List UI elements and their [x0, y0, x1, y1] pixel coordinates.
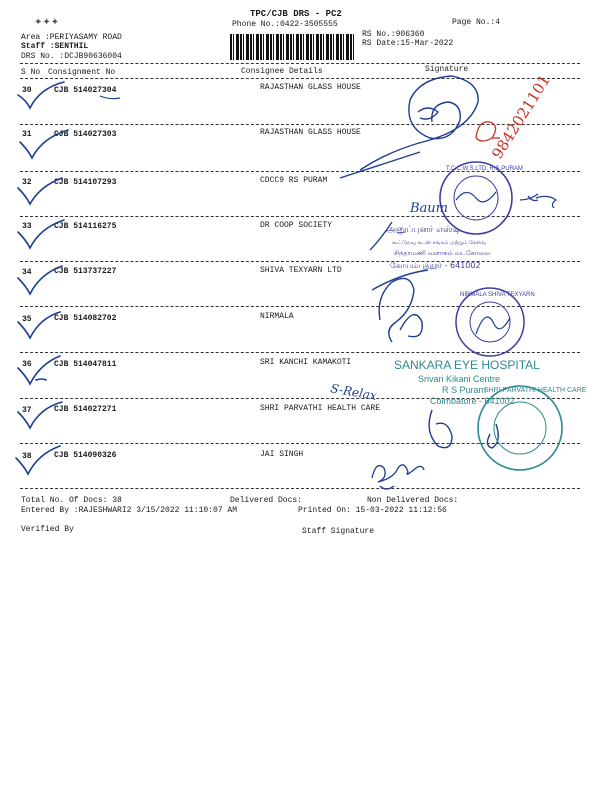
area-label: Area :PERIYASAMY ROAD [21, 33, 122, 42]
coop-round-stamp [440, 162, 512, 234]
row-sno: 30 [22, 86, 32, 95]
row-consignment: CJB 513737227 [54, 267, 117, 276]
row-sno: 35 [22, 315, 32, 324]
sankara-stamp-line-3: R S Puram [442, 385, 487, 395]
non-delivered-docs: Non Delivered Docs: [367, 496, 459, 505]
row-consignment: CJB 514107293 [54, 178, 117, 187]
printed-on: Printed On: 15-03-2022 11:12:56 [298, 506, 447, 515]
row-consignment: CJB 514027304 [54, 86, 117, 95]
row-consignee: DR COOP SOCIETY [260, 221, 333, 230]
entered-by: Entered By :RAJESHWARI2 3/15/2022 11:10:07 AM [21, 506, 238, 515]
row-consignee: NIRMALA [260, 312, 294, 321]
row-sno: 32 [22, 178, 32, 187]
coop-stamp-line-3: சிந்தாமணி வளாகம் வடகோவை [394, 249, 491, 257]
row-consignee: SRI KANCHI KAMAKOTI [260, 358, 352, 367]
sankara-stamp-line-1: SANKARA EYE HOSPITAL [394, 358, 540, 372]
barcode [230, 34, 354, 60]
col-sno: S No [21, 68, 41, 77]
row-divider [20, 171, 580, 172]
nirmala-round-stamp-text: NIRMALA SHIVA TEXYARN [460, 292, 535, 298]
parvathi-round-stamp-text: SHRI PARVATHI HEALTH CARE [484, 387, 587, 394]
row-divider [20, 398, 580, 399]
row-divider [20, 488, 580, 489]
staff-label: Staff :SENTHIL [21, 42, 89, 51]
edge-marks [100, 96, 556, 208]
col-consignee: Consignee Details [241, 67, 323, 76]
row-consignee: RAJASTHAN GLASS HOUSE [260, 83, 361, 92]
header-divider [20, 63, 580, 64]
row-consignment: CJB 514027303 [54, 130, 117, 139]
row-sno: 36 [22, 360, 32, 369]
page-number: Page No.:4 [452, 18, 501, 27]
column-header-divider [20, 78, 580, 79]
tick-marks [16, 82, 68, 474]
row-divider [20, 261, 580, 262]
row-divider [20, 352, 580, 353]
baum-signature-stroke [370, 194, 538, 250]
row-consignment: CJB 514027271 [54, 405, 117, 414]
row-consignee: SHRI PARVATHI HEALTH CARE [260, 404, 381, 413]
row-consignee: CDCC9 RS PURAM [260, 176, 328, 185]
delivered-docs: Delivered Docs: [230, 496, 303, 505]
staff-signature-label: Staff Signature [302, 527, 375, 536]
coop-stamp-line-4: கோயம்புத்தூர் - 641002 [390, 261, 481, 270]
row-sno: 31 [22, 130, 32, 139]
verified-by: Verified By [21, 525, 74, 534]
col-consignment: Consignment No [48, 68, 116, 77]
coop-stamp-line-1: அனுப்புனர் எஸ்டி [386, 225, 460, 235]
row-divider [20, 443, 580, 444]
phone-note: 9842021101 [488, 71, 554, 163]
row-consignee: SHIVA TEXYARN LTD [260, 266, 342, 275]
row-sno: 33 [22, 222, 32, 231]
drs-number: DRS No. :DCJB90636004 [21, 52, 122, 61]
row-consignee: JAI SINGH [260, 450, 304, 459]
s-relax-signature: S-Relax [329, 381, 378, 404]
coop-round-stamp-text: T.C.C.W.S.LTD. R.S.PURAM [446, 166, 523, 172]
row-consignment: CJB 514082702 [54, 314, 117, 323]
nirmala-round-stamp [456, 288, 524, 356]
baum-signature: Baum [410, 201, 449, 216]
sankara-stamp-line-4: Coimbatore - 641002 [430, 396, 515, 406]
rs-number: RS No.:906360 [362, 30, 425, 39]
sankara-stamp-line-2: Srivari Kikani Centre [418, 374, 501, 384]
total-docs: Total No. Of Docs: 38 [21, 496, 122, 505]
row-consignment: CJB 514047811 [54, 360, 117, 369]
company-logo: ✦✦✦ [34, 17, 60, 28]
row-consignment: CJB 514116275 [54, 222, 117, 231]
row-divider [20, 306, 580, 307]
row-divider [20, 124, 580, 125]
signature-row-38 [372, 465, 424, 489]
tick-mark [36, 379, 46, 380]
row-sno: 38 [22, 452, 32, 461]
rs-date: RS Date:15-Mar-2022 [362, 39, 454, 48]
phone-number: Phone No.:0422-3505555 [232, 20, 338, 29]
row-consignment: CJB 514090326 [54, 451, 117, 460]
row-sno: 37 [22, 406, 32, 415]
sheet-title: TPC/CJB DRS - PC2 [250, 9, 342, 19]
coop-stamp-line-2: கூட்டுறவு கடன் சங்கம் மற்றும் சேவை [392, 240, 487, 246]
row-consignee: RAJASTHAN GLASS HOUSE [260, 128, 361, 137]
col-signature: Signature [425, 65, 469, 74]
row-sno: 34 [22, 268, 32, 277]
row-divider [20, 216, 580, 217]
coop-rect-stamp [386, 225, 492, 271]
